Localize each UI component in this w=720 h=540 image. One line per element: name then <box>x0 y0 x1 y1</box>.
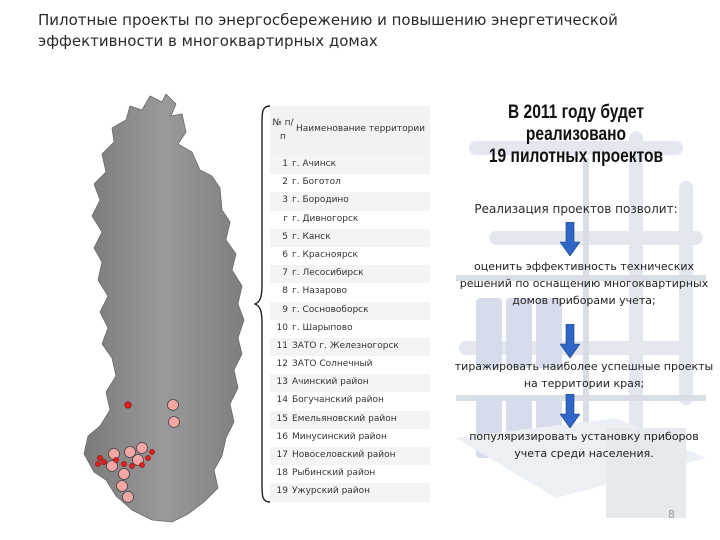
row-number: 19 <box>276 486 288 497</box>
column-header-name: Наименование территории <box>296 124 426 134</box>
table-row <box>270 429 430 447</box>
row-number: 9 <box>282 304 288 315</box>
territory-name: г. Назарово <box>292 286 348 297</box>
territory-name: г. Красноярск <box>292 249 358 260</box>
row-number: 5 <box>282 231 288 242</box>
region-outline <box>84 94 244 522</box>
table-row <box>270 356 430 374</box>
territory-name: г. Ачинск <box>292 159 337 169</box>
table-row <box>270 192 430 210</box>
row-number: 18 <box>276 468 288 479</box>
row-number: 10 <box>276 322 288 333</box>
row-number: 16 <box>276 431 288 442</box>
table-header <box>270 106 430 156</box>
table-row <box>270 174 430 192</box>
territory-name: Ужурский район <box>292 486 371 497</box>
row-number: г <box>283 213 288 224</box>
table-row <box>270 229 430 247</box>
table-row <box>270 338 430 356</box>
territory-name: г. Канск <box>292 231 331 242</box>
row-number: 3 <box>282 195 288 206</box>
row-number: 2 <box>282 177 288 188</box>
region-map-graphic <box>72 92 252 532</box>
territory-name: г. Боготол <box>292 177 341 188</box>
row-number: 17 <box>276 450 288 460</box>
slide-title: Пилотные проекты по энергосбережению и повышению энергетической эффективности в многоквартирных домах <box>38 11 618 50</box>
headline-line-1: В 2011 году будет реализовано <box>507 102 645 145</box>
row-number: 14 <box>276 395 288 406</box>
territory-name: Рыбинский район <box>292 468 376 479</box>
region-map <box>72 92 252 532</box>
row-number: 8 <box>282 286 288 297</box>
table-row <box>270 374 430 392</box>
territory-name: ЗАТО г. Железногорск <box>292 340 399 351</box>
territory-name: Новоселовский район <box>292 450 396 460</box>
territory-name: г. Лесосибирск <box>292 268 364 279</box>
row-number: 7 <box>282 268 288 279</box>
benefit-text-3: популяризировать установку приборов учета среди населения. <box>469 430 699 460</box>
row-number: 11 <box>276 340 288 351</box>
column-header-number: № п/п <box>272 118 294 142</box>
territory-name: г. Шарыпово <box>292 322 353 333</box>
table-row <box>270 320 430 338</box>
territory-name: г. Сосновоборск <box>292 304 369 315</box>
territory-table <box>270 106 430 502</box>
row-number: 12 <box>276 359 288 370</box>
headline-line-2: 19 пилотных проектов <box>488 146 664 167</box>
info-panel <box>436 98 716 530</box>
arrow-down-icon <box>560 222 580 256</box>
row-number: 6 <box>282 249 288 260</box>
benefit-text-1: оценить эффективность технических решений по оснащению многоквартирных домов приборами учета; <box>459 260 709 307</box>
headline <box>461 102 691 168</box>
row-number: 13 <box>276 377 288 388</box>
table-row <box>270 211 430 229</box>
territory-name: ЗАТО Солнечный <box>292 359 373 370</box>
row-number: 1 <box>282 159 288 169</box>
row-number: 15 <box>276 413 288 424</box>
territory-name: Минусинский район <box>292 431 387 442</box>
benefit-text-2: тиражировать наиболее успешные проекты на территории края; <box>454 360 714 390</box>
territory-name: г. Дивногорск <box>292 213 359 224</box>
territory-name: Богучанский район <box>292 395 384 406</box>
territory-name: г. Бородино <box>292 195 349 206</box>
table-body <box>270 156 430 502</box>
arrow-down-icon <box>560 324 580 358</box>
table-row <box>270 283 430 301</box>
table-row <box>270 156 430 174</box>
table-row <box>270 302 430 320</box>
table-row <box>270 247 430 265</box>
table-row <box>270 265 430 283</box>
subhead: Реализация проектов позволит: <box>474 202 678 216</box>
table-row <box>270 465 430 483</box>
page-number: 8 <box>668 508 675 521</box>
table-row <box>270 483 430 501</box>
territory-name: Ачинский район <box>292 377 369 388</box>
table-row <box>270 392 430 410</box>
table-row <box>270 411 430 429</box>
territory-name: Емельяновский район <box>292 413 397 424</box>
table-row <box>270 447 430 465</box>
arrow-down-icon <box>560 394 580 428</box>
